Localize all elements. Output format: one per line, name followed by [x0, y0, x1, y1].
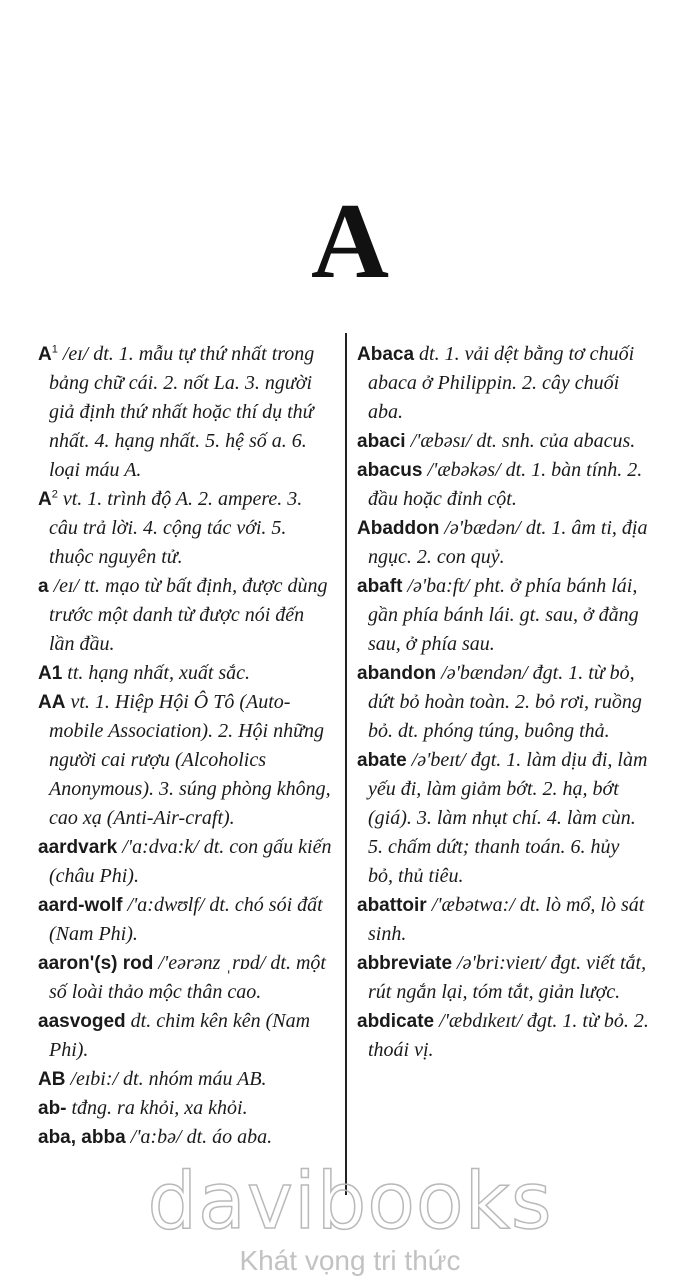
dictionary-entry	[357, 340, 649, 427]
entry-headword: abdicate	[357, 1011, 435, 1032]
entry-headword: abacus	[357, 460, 423, 481]
entry-headword: aard-wolf	[38, 895, 123, 916]
entry-definition: /ə'bædən/ dt. 1. âm ti, địa ngục. 2. con quỷ.	[368, 517, 648, 568]
entry-headword: A1	[38, 663, 63, 684]
entry-headword: abbreviate	[357, 953, 453, 974]
dictionary-entry	[357, 427, 649, 456]
entry-superscript: 1	[51, 343, 58, 356]
entry-headword: abattoir	[357, 895, 427, 916]
entry-definition: /eɪ/ tt. mạo từ bất định, được dùng trước một danh từ được nói đến lần đầu.	[48, 575, 328, 655]
entry-definition: dt. 1. vải dệt bằng tơ chuối abaca ở Philippin. 2. cây chuối aba.	[368, 343, 635, 423]
dictionary-entry	[38, 891, 334, 949]
entry-superscript: 2	[51, 488, 58, 501]
dictionary-entry	[357, 949, 649, 1007]
entry-headword: A	[38, 489, 52, 510]
entry-headword: aaron'(s) rod	[38, 953, 154, 974]
entry-definition: tt. hạng nhất, xuất sắc.	[62, 662, 251, 684]
entry-headword: abandon	[357, 663, 437, 684]
dictionary-entry	[357, 514, 649, 572]
dictionary-entry	[38, 688, 334, 833]
entry-definition: /ə'bændən/ đgt. 1. từ bỏ, dứt bỏ hoàn toàn. 2. bỏ rơi, ruồng bỏ. dt. phóng túng, buông thả.	[368, 662, 642, 742]
entry-definition: /'eərənz ˌrɒd/ dt. một số loài thảo mộc thân cao.	[49, 952, 326, 1003]
entry-headword: abate	[357, 750, 407, 771]
entry-definition: /eɪbi:/ dt. nhóm máu AB.	[65, 1068, 267, 1090]
dictionary-entry	[357, 572, 649, 659]
dictionary-entry	[38, 1065, 334, 1094]
entry-headword: Abaddon	[357, 518, 440, 539]
dictionary-entry	[38, 833, 334, 891]
column-divider	[345, 333, 347, 1195]
dictionary-entry	[357, 891, 649, 949]
entry-headword: abaft	[357, 576, 403, 597]
dictionary-entry	[357, 1007, 649, 1065]
entry-headword: A	[38, 344, 52, 365]
entry-definition: dt. chim kên kên (Nam Phi).	[49, 1010, 311, 1061]
entry-definition: /'æbətwɑ:/ dt. lò mổ, lò sát sinh.	[368, 894, 645, 945]
dictionary-entry	[357, 659, 649, 746]
entry-definition: tđng. ra khỏi, xa khỏi.	[66, 1097, 248, 1119]
entry-headword: AA	[38, 692, 66, 713]
dictionary-entry	[38, 340, 334, 485]
watermark-tagline: Khát vọng tri thức	[239, 1245, 461, 1276]
entry-headword: aardvark	[38, 837, 118, 858]
entry-definition: /eɪ/ dt. 1. mẫu tự thứ nhất trong bảng chữ cái. 2. nốt La. 3. người giả định thứ nhất hoặc thí dụ thứ nhất. 4. hạng nhất. 5. hệ số a. 6. loại máu A.	[49, 343, 315, 481]
entry-definition: /ə'bri:vieɪt/ đgt. viết tắt, rút ngắn lại, tóm tắt, giản lược.	[368, 952, 647, 1003]
entry-headword: AB	[38, 1069, 66, 1090]
entry-headword: aba, abba	[38, 1127, 126, 1148]
right-column	[357, 340, 649, 1065]
dictionary-entry	[357, 746, 649, 891]
dictionary-entry	[38, 949, 334, 1007]
entry-definition: /ə'bɑ:ft/ pht. ở phía bánh lái, gần phía bánh lái. gt. sau, ở đằng sau, ở phía sau.	[368, 575, 639, 655]
left-column	[38, 340, 334, 1152]
entry-definition: /ə'beɪt/ đgt. 1. làm dịu đi, làm yếu đi, làm giảm bớt. 2. hạ, bớt (giá). 3. làm nhụt chí. 4. làm cùn. 5. chấm dứt; thanh toán. 6. hủy bỏ, thủ tiêu.	[368, 749, 648, 887]
entry-definition: vt. 1. trình độ A. 2. ampere. 3. câu trả lời. 4. cộng tác với. 5. thuộc nguyên tử.	[49, 488, 303, 568]
dictionary-entry	[38, 1007, 334, 1065]
entry-headword: a	[38, 576, 49, 597]
watermark-logo: davibooks	[147, 1157, 553, 1247]
section-letter: A	[311, 182, 389, 301]
entry-definition: /'æbəkəs/ dt. 1. bàn tính. 2. đầu hoặc đỉnh cột.	[368, 459, 643, 510]
entry-definition: /'ɑ:bə/ dt. áo aba.	[125, 1126, 273, 1148]
entry-headword: aasvoged	[38, 1011, 126, 1032]
entry-definition: /'ɑ:dwʊlf/ dt. chó sói đất (Nam Phi).	[49, 894, 323, 945]
entry-headword: abaci	[357, 431, 406, 452]
entry-definition: /'ɑ:dvɑ:k/ dt. con gấu kiến (châu Phi).	[49, 836, 332, 887]
dictionary-entry	[38, 572, 334, 659]
dictionary-entry	[38, 1094, 334, 1123]
dictionary-entry	[357, 456, 649, 514]
entry-definition: vt. 1. Hiệp Hội Ô Tô (Auto- mobile Association). 2. Hội những người cai rượu (Alcoholics Anonymous). 3. súng phòng không, cao xạ (Anti-Air-craft).	[49, 691, 331, 829]
entry-headword: ab-	[38, 1098, 67, 1119]
entry-definition: /'æbdɪkeɪt/ đgt. 1. từ bỏ. 2. thoái vị.	[368, 1010, 649, 1061]
dictionary-entry	[38, 659, 334, 688]
dictionary-entry	[38, 1123, 334, 1152]
entry-definition: /'æbəsɪ/ dt. snh. của abacus.	[405, 430, 636, 452]
entry-headword: Abaca	[357, 344, 415, 365]
dictionary-entry	[38, 485, 334, 572]
